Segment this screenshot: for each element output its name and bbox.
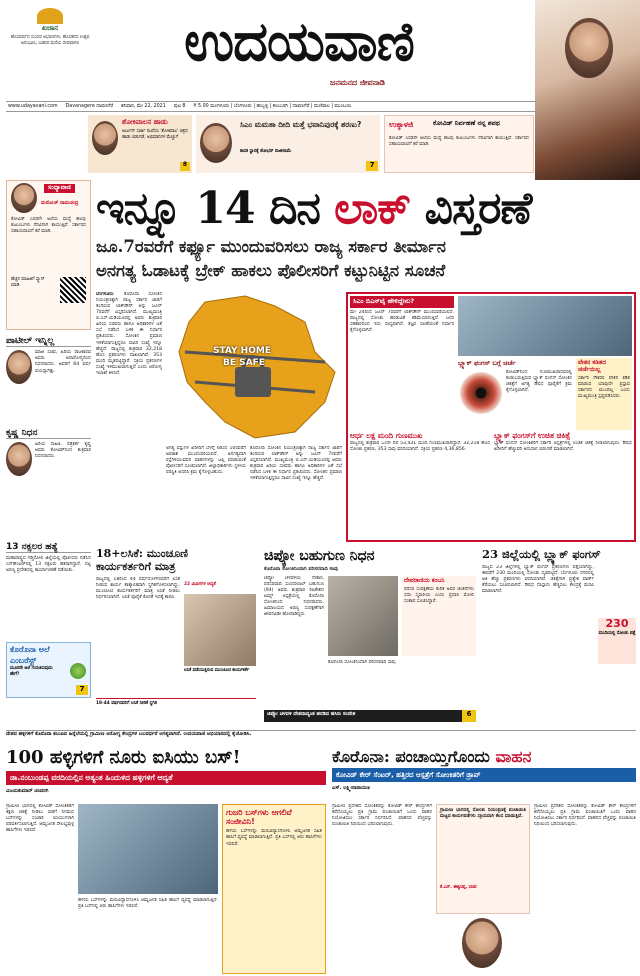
columnist-photo <box>11 183 37 213</box>
chipko-title: ಚಿಪ್ಕೋ ಬಹುಗುಣ ನಿಧನ <box>264 548 375 564</box>
tribute-title: ದೇವರಾಣಿಯ ಕಂಬನಿ <box>404 577 445 584</box>
districts-title: 23 ಜಿಲ್ಲೆಯಲ್ಲಿ ಬ್ಲ್ಯಾಕ್ ಫಂಗಸ್ <box>482 547 601 561</box>
panchayat-story[interactable] <box>332 748 636 976</box>
stat-number: 230 <box>605 617 629 630</box>
obit-photo <box>6 350 32 384</box>
qr-caption: ಹೆಚ್ಚಿನ ಮಾಹಿತಿಗೆ ಸ್ಕ್ಯಾನ್ ಮಾಡಿ <box>11 277 45 288</box>
districts-body: ರಾಜ್ಯದ 23 ಜಿಲ್ಲೆಗಳಲ್ಲಿ ಬ್ಲ್ಯಾಕ್ ಫಂಗಸ್ ಪ್ರಕರಣಗಳು ಪತ್ತೆಯಾಗಿದ್ದು, ಈವರೆಗೆ 230 ಮಂದಿಯಲ್ಲಿ ಸೋಂಕು ದೃಢಪಟ್ಟಿದೆ. ಬೆಂಗಳೂರು ನಗರದಲ್ಲಿ ಅತಿ ಹೆಚ್ಚು ಪ್ರಕರಣಗಳು ವರದಿಯಾಗಿವೆ. ಚಿಕಿತ್ಸೆಗಾಗಿ ಪ್ರತ್ಯೇಕ ವಾರ್ಡ್ ತೆರೆಯಲು ಸೂಚಿಸಲಾಗಿದೆ. ಔಷಧ ದಾಸ್ತಾನು ಹೆಚ್ಚಿಸಲು ಕೇಂದ್ರಕ್ಕೆ ಮನವಿ ಮಾಡಲಾಗಿದೆ. <box>482 565 594 595</box>
headline-part-a: ಇನ್ನೂ 14 ದಿನ <box>96 183 320 234</box>
teaser-body: ಅರ್ಜುನ್ ಸರ್ಜಾ ನಟನೆಯ 'ಶೋಕಿವಾಲ' ಚಿತ್ರದ ಹಾಡು ಬಿಡುಗಡೆ, ಅಭಿಮಾನಿಗಳ ಮೆಚ್ಚುಗೆ <box>122 129 188 140</box>
celebrity-face <box>565 18 613 78</box>
lead-byline: ಬೆಂಗಳೂರು <box>96 292 114 297</box>
tribute-body: ಪರಿಸರ ಸಂರಕ್ಷಣೆಯ ಕುರಿತ ಅವರ ಚಿಂತನೆಗಳು ಸದಾ ಸ್ಮರಣೀಯ ಎಂದು ಪ್ರಧಾನಿ ಮೋದಿ ಸಂತಾಪ ಸೂಚಿಸಿದ್ದಾರೆ. <box>404 586 474 605</box>
recovered-story <box>350 432 490 496</box>
vaccine-title-a: 18+ಲಸಿಕೆ: ಮುಂಚೂಣಿ <box>96 547 188 560</box>
story-body: ಮಹಾರಾಷ್ಟ್ರದ ಗಡ್ಚಿರೋಲಿ ಜಿಲ್ಲೆಯಲ್ಲಿ ಪೊಲೀಸರು ನಡೆಸಿದ ಎನ್‌ಕೌಂಟರ್‌ನಲ್ಲಿ 13 ನಕ್ಸಲರು ಹತರಾಗಿದ್ದಾರೆ. ದಟ್ಟ ಅರಣ್ಯ ಪ್ರದೇಶದಲ್ಲಿ ಕಾರ್ಯಾಚರಣೆ ನಡೆಯಿತು. <box>6 556 91 574</box>
headline-part-b: ಲಾಕ್ <box>334 183 411 234</box>
page-ref[interactable]: 7 <box>76 685 88 695</box>
fungus-box-body: ಕೋವಿಡ್‌ನಿಂದ ಗುಣಮುಖರಾದವರಲ್ಲಿ ಕಂಡುಬರುತ್ತಿರುವ ಬ್ಲ್ಯಾಕ್ ಫಂಗಸ್ ಸೋಂಕಿನ ಚಿಕಿತ್ಸೆಗೆ ಅಗತ್ಯ ಔಷಧ ಪೂರೈಕೆಗೆ ಕ್ರಮ ಕೈಗೊಳ್ಳಲಾಗಿದೆ. <box>506 370 572 394</box>
patil-obit[interactable] <box>6 336 91 426</box>
campaign-notice: ದೇಶದ ಹಳ್ಳಿಗಳಿಗೆ ಕೊರೊನಾ ತಲುಪಿದ ಹಿನ್ನೆಲೆಯಲ್ಲಿ ಗ್ರಾಮೀಣ ಆರೋಗ್ಯ ಕೇಂದ್ರಗಳ ಬಲವರ್ಧನೆ ಅಗತ್ಯವಾಗಿದೆ. ಉದಯವಾಣಿ ಅಭಿಯಾನದಲ್ಲಿ ಕೈಜೋಡಿಸಿ. <box>6 730 636 744</box>
cm-meeting-box <box>346 292 636 542</box>
teaser-photo <box>92 121 118 155</box>
quote-by: ಕೆ.ಎಸ್. ಈಶ್ವರಪ್ಪ, ಸಚಿವ <box>440 885 477 890</box>
obit-body: ಹಿರಿಯ ಸಾಹಿತಿ, ಪತ್ರಕರ್ತ ಕೃಷ್ಣ ಅವರು ಕೋವಿಡ್‌ನಿಂದ ಶುಕ್ರವಾರ ನಿಧನರಾದರು. <box>35 442 91 460</box>
bus-title: 100 ಹಳ್ಳಿಗಳಿಗೆ ನೂರು ಐಸಿಯು ಬಸ್! <box>6 747 241 768</box>
lead-body-3: ಕೊರೊನಾ ಸೋಂಕಿನ ನಿಯಂತ್ರಣಕ್ಕಾಗಿ ರಾಜ್ಯ ಸರ್ಕಾರ ಜಾರಿಗೆ ತಂದಿರುವ ಲಾಕ್‌ಡೌನ್ ಅನ್ನು ಜೂನ್ 7ರವರೆಗೆ ವಿಸ್ತರಿಸಲಾಗಿದೆ. ಮುಖ್ಯಮಂತ್ರಿ ಬಿ.ಎಸ್.ಯಡಿಯೂರಪ್ಪ ಅವರು ಶುಕ್ರವಾರ ಹಿರಿಯ ಸಚಿವರು ಹಾಗೂ ಅಧಿಕಾರಿಗಳ ಜತೆ ಸಭೆ ನಡೆಸಿದ ಬಳಿಕ ಈ ನಿರ್ಧಾರ ಪ್ರಕಟಿಸಿದರು. ಸೋಂಕಿನ ಪ್ರಮಾಣ ಇಳಿಕೆಯಾಗುತ್ತಿದ್ದರೂ ಸಾವಿನ ಸಂಖ್ಯೆ ಇನ್ನೂ ಹೆಚ್ಚಿದೆ. <box>250 446 342 482</box>
teaser-title: ಸಿಎಂ ಮಮತಾ ದೀದಿ ಮತ್ತೆ ಭವಾನಿಪುರಕ್ಕೆ ಶರಣು? <box>240 120 362 129</box>
virus-icon <box>70 663 86 679</box>
lead-deck-2: ಅನಗತ್ಯ ಓಡಾಟಕ್ಕೆ ಬ್ರೇಕ್ ಹಾಕಲು ಪೊಲೀಸರಿಗೆ ಕಟ್ಟುನಿಟ್ಟಿನ ಸೂಚನೆ <box>96 261 446 280</box>
chipko-body-2: ಕೊರೊನಾ ಸೋಂಕಿನಿಂದಾಗಿ ಪರಿಸರವಾದಿ ಸಾವು <box>328 660 396 665</box>
panchayat-body: ಗ್ರಾಮೀಣ ಪ್ರದೇಶದ ಸೋಂಕಿತರನ್ನು ಕೋವಿಡ್ ಕೇರ್ ಕೇಂದ್ರಗಳಿಗೆ ಕರೆದೊಯ್ಯಲು ಪ್ರತಿ ಗ್ರಾಮ ಪಂಚಾಯಿತಿಗೆ ಒಂದು ವಾಹನ ನಿಯೋಜಿಸಲು ಸರ್ಕಾರ ನಿರ್ಧರಿಸಿದೆ. ವಾಹನದ ವೆಚ್ಚವನ್ನು ಪಂಚಾಯಿತಿ ನಿಧಿಯಿಂದ ಭರಿಸಲಾಗುವುದು. <box>332 804 432 828</box>
dateline-bar <box>6 101 536 112</box>
chipko-deck: ಕೊರೊನಾ ಸೋಂಕಿನಿಂದಾಗಿ ಪರಿಸರವಾದಿ ಸಾವು <box>264 566 339 573</box>
teaser-shokiwala[interactable] <box>88 115 192 173</box>
page-ref[interactable]: 6 <box>462 710 476 722</box>
krishna-obit[interactable] <box>6 428 91 538</box>
bahuguna-photo <box>328 576 398 656</box>
teaser-photo <box>200 123 232 163</box>
fungus-box-title: ಬ್ಲ್ಯಾಕ್ ಫಂಗಸ್ ಬಗ್ಗೆ ಚರ್ಚೆ <box>458 359 516 367</box>
corona-promo[interactable] <box>6 642 91 698</box>
naxal-story[interactable] <box>6 542 91 638</box>
qr-code-icon[interactable] <box>60 277 86 303</box>
lamp-logo-icon <box>37 8 63 24</box>
note-body: ಸರ್ಕಾರಿ ನೌಕರರ ವೇತನ ಕಡಿತ ಮಾಡುವ ಯಾವುದೇ ಪ್ರಸ್ತಾವ ಸರ್ಕಾರದ ಮುಂದಿಲ್ಲ ಎಂದು ಮುಖ್ಯಮಂತ್ರಿ ಸ್ಪಷ್ಟಪಡಿಸಿದರು. <box>578 375 630 399</box>
bus-byline: ವಿಜಯಕುಮಾರ್ ಚಂದರಗಿ <box>6 788 49 795</box>
vaccine-caption: ಲಸಿಕೆ ಪಡೆಯುತ್ತಿರುವ ಮುಂಚೂಣಿ ಕಾರ್ಯಕರ್ತೆ <box>184 668 250 673</box>
page-ref[interactable]: 7 <box>366 161 378 171</box>
columnist-name: ಮನೋಜ್ ರಾಮಚಂದ್ರ <box>41 199 79 206</box>
panchayat-deck: ಕೋವಿಡ್ ಕೇರ್ ಸೆಂಟರ್, ಹತ್ತಿರದ ಆಸ್ಪತ್ರೆಗೆ ಸೋಂಕಿತರಿಗೆ ಡ್ರಾಪ್ <box>332 768 636 782</box>
quote-text: ಗ್ರಾಮೀಣ ಭಾಗದಲ್ಲಿ ಸೋಂಕು ನಿಯಂತ್ರಣಕ್ಕೆ ಪಂಚಾಯಿತಿ ಮಟ್ಟದ ಕಾರ್ಯಪಡೆಗಳು ಸಕ್ರಿಯವಾಗಿ ಕೆಲಸ ಮಾಡುತ್ತಿವೆ. <box>440 808 526 820</box>
lead-headline[interactable] <box>96 182 536 236</box>
lead-text-3: ರಾಜ್ಯದಲ್ಲಿ ಶುಕ್ರವಾರ 32,218 ಹೊಸ ಪ್ರಕರಣಗಳು ದಾಖಲಾಗಿವೆ. 353 ಮಂದಿ ಮೃತಪಟ್ಟಿದ್ದಾರೆ. ಸಕ್ರಿಯ ಪ್ರಕರಣಗಳ ಸಂಖ್ಯೆ ಇಳಿಮುಖವಾಗುತ್ತಿದೆ ಎಂದು ಆರೋಗ್ಯ ಇಲಾಖೆ ತಿಳಿಸಿದೆ. <box>96 346 162 376</box>
masthead-tagline: ಜನಮನದ ಜೀವನಾಡಿ <box>330 78 385 87</box>
recovered-body: ರಾಜ್ಯದಲ್ಲಿ ಶುಕ್ರವಾರ ಒಂದೇ ದಿನ 53,431 ಮಂದಿ ಗುಣಮುಖರಾಗಿದ್ದಾರೆ. 32,218 ಹೊಸ ಸೋಂಕು ಪ್ರಕರಣ, 353 ಸಾವು ವರದಿಯಾಗಿದೆ. ಸಕ್ರಿಯ ಪ್ರಕರಣ 4,36,856. <box>350 440 490 452</box>
minister-quote <box>436 804 530 914</box>
teaser-ukkalaji[interactable] <box>384 115 534 173</box>
obit-title: ಪಾಟೀಲ್ ಇನ್ನಿಲ್ಲ <box>6 336 91 347</box>
obit-photo <box>6 442 32 476</box>
minister-photo <box>462 918 502 968</box>
teaser-body: ಕೋವಿಡ್ ಎರಡನೇ ಅಲೆಯ ಮಧ್ಯೆ ಹಲವು ಕುಟುಂಬಗಳು ನೆರವಿಗಾಗಿ ಕಾಯುತ್ತಿವೆ. ಸರ್ಕಾರದ ಸಹಾಯವಾಣಿಗೆ ಕರೆ ಮಾಡಿ. <box>389 136 529 148</box>
bus-sidebar-title: ಗುಜರಿ ಬಸ್‌ಗಳು ಆಗಲಿವೆ ಸಂಜೀವಿನಿ! <box>226 808 292 827</box>
page-ref[interactable]: 8 <box>180 162 190 171</box>
vaccine-story[interactable] <box>96 548 258 726</box>
issue-date: ಶನಿವಾರ, ಮೇ 22, 2021 <box>121 103 166 109</box>
vaccine-title-b: ಕಾರ್ಯಕರ್ತರಿಗೆ ಮಾತ್ರ <box>96 559 176 573</box>
chipko-body: ಚಿಪ್ಕೋ ಚಳವಳಿಯ ನೇತಾರ, ಪರಿಸರವಾದಿ ಸುಂದರಲಾಲ್ ಬಹುಗುಣ (94) ಅವರು ಶುಕ್ರವಾರ ರಿಷಿಕೇಶದ ಏಮ್ಸ್ ಆಸ್ಪತ್ರೆಯಲ್ಲಿ ಕೊರೊನಾ ಸೋಂಕಿನಿಂದ ನಿಧನರಾದರು. ಹಿಮಾಲಯದ ಅರಣ್ಯ ಸಂರಕ್ಷಣೆಗಾಗಿ ಜೀವನವಿಡೀ ಹೋರಾಡಿದ್ದರು. <box>264 576 324 618</box>
salary-note <box>576 358 632 430</box>
bus-sidebar-body: ಹಳೆಯ ಬಸ್‌ಗಳನ್ನು ಮರುವಿನ್ಯಾಸಗೊಳಿಸಿ ಆಮ್ಲಜನಕ ಸಹಿತ ಹಾಸಿಗೆ ವ್ಯವಸ್ಥೆ ಮಾಡಲಾಗುತ್ತಿದೆ. ಪ್ರತಿ ಬಸ್‌ನಲ್ಲಿ ಆರು ಹಾಸಿಗೆಗಳು ಇರಲಿವೆ. <box>226 829 322 847</box>
teaser-deck: ಕೋವಿಡ್ ನಿರ್ವಹಣೆ ನನ್ನ ಶಪಥ <box>433 119 500 127</box>
fungus-free-body: ಬ್ಲ್ಯಾಕ್ ಫಂಗಸ್ ಸೋಂಕಿತರಿಗೆ ಸರ್ಕಾರಿ ಆಸ್ಪತ್ರೆಗಳಲ್ಲಿ ಉಚಿತ ಚಿಕಿತ್ಸೆ ನೀಡಲಾಗುವುದು. ಔಷಧ ಖರೀದಿಗೆ ಹೆಚ್ಚುವರಿ ಅನುದಾನ ಬಿಡುಗಡೆ ಮಾಡಲಾಗಿದೆ. <box>494 440 632 452</box>
bus-body: ಗ್ರಾಮೀಣ ಭಾಗದಲ್ಲಿ ಕೋವಿಡ್ ಸೋಂಕಿತರಿಗೆ ತಕ್ಷಣ ಚಿಕಿತ್ಸೆ ನೀಡಲು ಸಾರಿಗೆ ನಿಗಮದ ಬಸ್‌ಗಳನ್ನು ಸಂಚಾರಿ ಐಸಿಯುಗಳಾಗಿ ಪರಿವರ್ತಿಸಲಾಗುತ್ತಿದೆ. ಆಮ್ಲಜನಕ ಸೌಲಭ್ಯವುಳ್ಳ ಹಾಸಿಗೆಗಳು ಇರಲಿವೆ. <box>6 804 74 834</box>
teaser-body: ಶಾಸಕ ಸ್ಥಾನಕ್ಕೆ ಶೋಭನ್ ರಾಜೀನಾಮೆ <box>240 149 292 154</box>
bus-story[interactable] <box>6 748 326 976</box>
lead-deck-1: ಜೂ.7ರವರೆಗೆ ಕರ್ಫ್ಯೂ ಮುಂದುವರಿಸಲು ರಾಜ್ಯ ಸರ್ಕಾರ ತೀರ್ಮಾನ <box>96 237 446 256</box>
vaccine-photo <box>184 594 256 666</box>
teaser-title: ಶೋಕಿವಾಲನ ಹಾಡು <box>122 118 168 126</box>
vaccine-footer: 18-44 ವರ್ಷದವರಿಗೆ ಲಸಿಕೆ ನೀಡಿಕೆ ಸ್ಥಗಿತ <box>96 698 256 707</box>
headline-part-c: ವಿಸ್ತರಣೆ <box>424 183 532 234</box>
masthead-logo[interactable]: ಉದಯವಾಣಿ <box>184 9 414 73</box>
promo-line1: ಕೊರೊನಾ ಅಲೆ <box>10 645 50 654</box>
obit-body: ಮಾಜಿ ಸಚಿವ, ಹಿರಿಯ ರಾಜಕಾರಣಿ ಅವರು ಅನಾರೋಗ್ಯದಿಂದ ನಿಧನರಾದರು. ಅವರಿಗೆ 84 ವರ್ಷ ವಯಸ್ಸಾಗಿತ್ತು. <box>35 350 91 374</box>
ad-brand: ಖಜಾನ <box>41 24 59 32</box>
bus-sidebar <box>222 804 326 974</box>
bus-photo <box>78 804 218 894</box>
story-title: 13 ನಕ್ಸಲರ ಹತ್ಯೆ <box>6 542 91 553</box>
price-editions: ₹ 5.00 ಮಂಗಳೂರು | ಬೆಂಗಳೂರು | ಹುಬ್ಬಳ್ಳಿ | ಕಲಬುರಗಿ | ದಾವಣಗೆರೆ | ಮಣಿಪಾಲ | ಮುಂಬಯಿ <box>193 103 352 109</box>
promo-line2: ಎಂಬರೆಸ್ಟ್ <box>10 656 37 666</box>
fungus-free-title: ಬ್ಲ್ಯಾಕ್ ಫಂಗಸ್‌ಗೆ ಉಚಿತ ಚಿಕಿತ್ಸೆ <box>494 431 571 440</box>
vaccine-tag: 22 ವಿಭಾಗಗಳ ಆದ್ಯತೆ <box>184 582 216 587</box>
meeting-photo <box>458 296 632 356</box>
section-label: ಸಂಧ್ಯಾವಾಣಿ <box>44 184 75 193</box>
stat-label: ಮಂದಿಯಲ್ಲಿ ಸೋಂಕು ಪತ್ತೆ <box>598 630 636 636</box>
column-body: ಕೋವಿಡ್ ಎರಡನೇ ಅಲೆಯ ಮಧ್ಯೆ ಹಲವು ಕುಟುಂಬಗಳು ನೆರವಿಗಾಗಿ ಕಾಯುತ್ತಿವೆ. ಸರ್ಕಾರದ ಸಹಾಯವಾಣಿಗೆ ಕರೆ ಮಾಡಿ. <box>11 217 86 235</box>
obit-title: ಕೃಷ್ಣ ನಿಧನ <box>6 428 91 439</box>
bus-deck: ಡಾ.ನಂಬುಂಡಪ್ಪ ವರದಿಯಲ್ಲಿನ ಅತ್ಯಂತ ಹಿಂದುಳಿದ ಹಳ್ಳಿಗಳಿಗೆ ಆದ್ಯತೆ <box>6 771 326 786</box>
panchayat-title-a: ಕೊರೊನಾ: ಪಂಚಾಯ್ತಿಗೊಂದು <box>332 747 490 766</box>
cm-box-title: ಸಿಎಂ ಬಿಎಸ್‌ವೈ ಹೇಳಿದ್ದೇನು? <box>350 296 454 308</box>
teaser-mamata[interactable] <box>196 115 380 173</box>
site-url[interactable]: www.udayavani.com <box>8 103 58 109</box>
bus-body-2: ಹಳೆಯ ಬಸ್‌ಗಳನ್ನು ಮರುವಿನ್ಯಾಸಗೊಳಿಸಿ ಆಮ್ಲಜನಕ ಸಹಿತ ಹಾಸಿಗೆ ವ್ಯವಸ್ಥೆ ಮಾಡಲಾಗುತ್ತಿದೆ. ಪ್ರತಿ ಬಸ್‌ನಲ್ಲಿ ಆರು ಹಾಸಿಗೆಗಳು ಇರಲಿವೆ. <box>78 898 218 910</box>
map-text-2: BE SAFE <box>223 358 265 368</box>
lead-body-2: ಅಗತ್ಯ ವಸ್ತುಗಳ ಖರೀದಿಗೆ ಬೆಳಗ್ಗೆ 6ರಿಂದ 10ರವರೆಗೆ ಅವಕಾಶ ಮುಂದುವರಿಯಲಿದೆ. ಅನಗತ್ಯವಾಗಿ ರಸ್ತೆಗಿಳಿಯುವವರ ವಾಹನಗಳನ್ನು ಜಪ್ತಿ ಮಾಡುವಂತೆ ಪೊಲೀಸರಿಗೆ ಸೂಚಿಸಲಾಗಿದೆ. ಜಿಲ್ಲಾಧಿಕಾರಿಗಳು ಸ್ಥಳೀಯ ಪರಿಸ್ಥಿತಿ ಆಧರಿಸಿ ಕ್ರಮ ಕೈಗೊಳ್ಳಬಹುದು. <box>166 446 246 476</box>
panchayat-title-b: ವಾಹನ <box>495 747 532 766</box>
recovered-title: ಅರ್ಧ ಲಕ್ಷ ಮಂದಿ ಗುಣಮುಖ <box>350 431 423 440</box>
chipko-footer: ಚಿಪ್ಕೋ ಚಳವಳಿ ದೇಶದಾದ್ಯಂತ ಹರಡಿದ ಹಸಿರು ಸಂದೇಶ <box>264 710 464 722</box>
note-title: ವೇತನ ಕಡಿತದ ಚರ್ಚೆಯಿಲ್ಲ <box>578 359 606 373</box>
tribute-box <box>402 576 476 656</box>
chipko-story[interactable] <box>264 548 476 726</box>
fungus-free-story <box>494 432 632 496</box>
vaccine-body: ರಾಜ್ಯದಲ್ಲಿ 18ರಿಂದ 44 ವರ್ಷದೊಳಗಿನವರಿಗೆ ಲಸಿಕೆ ನೀಡುವ ಕಾರ್ಯ ತಾತ್ಕಾಲಿಕವಾಗಿ ಸ್ಥಗಿತಗೊಳಿಸಲಾಗಿದ್ದು, ಮುಂಚೂಣಿ ಕಾರ್ಯಕರ್ತರಿಗೆ ಮಾತ್ರ ಲಸಿಕೆ ನೀಡಲು ನಿರ್ಧರಿಸಲಾಗಿದೆ. ಲಸಿಕೆ ಪೂರೈಕೆ ಕೊರತೆ ಇದಕ್ಕೆ ಕಾರಣ. <box>96 577 180 601</box>
eye-graphic <box>460 372 502 414</box>
masthead-celebrity-photo <box>535 0 640 180</box>
stat-box <box>598 618 636 664</box>
districts-story[interactable] <box>482 548 636 726</box>
lead-body-1: ಬೆಂಗಳೂರು: ಕೊರೊನಾ ಸೋಂಕಿನ ನಿಯಂತ್ರಣಕ್ಕಾಗಿ ರಾಜ್ಯ ಸರ್ಕಾರ ಜಾರಿಗೆ ತಂದಿರುವ ಲಾಕ್‌ಡೌನ್ ಅನ್ನು ಜೂನ್ 7ರವರೆಗೆ ವಿಸ್ತರಿಸಲಾಗಿದೆ. ಮುಖ್ಯಮಂತ್ರಿ ಬಿ.ಎಸ್.ಯಡಿಯೂರಪ್ಪ ಅವರು ಶುಕ್ರವಾರ ಹಿರಿಯ ಸಚಿವರು ಹಾಗೂ ಅಧಿಕಾರಿಗಳ ಜತೆ ಸಭೆ ನಡೆಸಿದ ಬಳಿಕ ಈ ನಿರ್ಧಾರ ಪ್ರಕಟಿಸಿದರು. ಸೋಂಕಿನ ಪ್ರಮಾಣ ಇಳಿಕೆಯಾಗುತ್ತಿದ್ದರೂ ಸಾವಿನ ಸಂಖ್ಯೆ ಇನ್ನೂ ಹೆಚ್ಚಿದೆ. ರಾಜ್ಯದಲ್ಲಿ ಶುಕ್ರವಾರ 32,218 ಹೊಸ ಪ್ರಕರಣಗಳು ದಾಖಲಾಗಿವೆ. 353 ಮಂದಿ ಮೃತಪಟ್ಟಿದ್ದಾರೆ. ಸಕ್ರಿಯ ಪ್ರಕರಣಗಳ ಸಂಖ್ಯೆ ಇಳಿಮುಖವಾಗುತ್ತಿದೆ ಎಂದು ಆರೋಗ್ಯ ಇಲಾಖೆ ತಿಳಿಸಿದೆ. <box>96 292 162 376</box>
ad-copy: ಹೊಸವರ್ಷದ ಸುಂದರ ಆಭರಣಗಳು, ಹೊಸತನದ ಉತ್ಸವ ಅನುಭವಿಸಿ, ಬಡವರ ಮನೆಯ ದೀಪವಾಗಲಿ <box>10 35 90 46</box>
page-count: ಪುಟ 8 <box>173 103 186 109</box>
promo-line3: ಮೂರನೇ ಅಲೆ ಗುರುತಿಸುವುದು ಹೇಗೆ? <box>10 666 53 677</box>
masthead-left-ad[interactable] <box>6 8 94 98</box>
edition: Davanagere ದಾವಣಗೆರೆ <box>65 103 114 109</box>
cm-box-body: ಮೇ 24ರಿಂದ ಜೂನ್ 7ರವರೆಗೆ ಲಾಕ್‌ಡೌನ್ ಮುಂದುವರಿಯಲಿದೆ. ರಾಜ್ಯದಲ್ಲಿ ಸೋಂಕು ಹರಡುವಿಕೆ ಕಡಿಮೆಯಾಗುತ್ತಿದೆ. ಜನರ ಸಹಕಾರದಿಂದ ಇದು ಸಾಧ್ಯವಾಗಿದೆ. ತಜ್ಞರ ಸಲಹೆಯಂತೆ ನಿರ್ಧಾರ ಕೈಗೊಳ್ಳಲಾಗಿದೆ. <box>350 310 454 334</box>
panchayat-body-2: ಗ್ರಾಮೀಣ ಪ್ರದೇಶದ ಸೋಂಕಿತರನ್ನು ಕೋವಿಡ್ ಕೇರ್ ಕೇಂದ್ರಗಳಿಗೆ ಕರೆದೊಯ್ಯಲು ಪ್ರತಿ ಗ್ರಾಮ ಪಂಚಾಯಿತಿಗೆ ಒಂದು ವಾಹನ ನಿಯೋಜಿಸಲು ಸರ್ಕಾರ ನಿರ್ಧರಿಸಿದೆ. ವಾಹನದ ವೆಚ್ಚವನ್ನು ಪಂಚಾಯಿತಿ ನಿಧಿಯಿಂದ ಭರಿಸಲಾಗುವುದು. <box>534 804 636 828</box>
lead-text-1: ಕೊರೊನಾ ಸೋಂಕಿನ ನಿಯಂತ್ರಣಕ್ಕಾಗಿ ರಾಜ್ಯ ಸರ್ಕಾರ ಜಾರಿಗೆ ತಂದಿರುವ ಲಾಕ್‌ಡೌನ್ ಅನ್ನು ಜೂನ್ 7ರವರೆಗೆ ವಿಸ್ತರಿಸಲಾಗಿದೆ. ಮುಖ್ಯಮಂತ್ರಿ ಬಿ.ಎಸ್.ಯಡಿಯೂರಪ್ಪ ಅವರು ಶುಕ್ರವಾರ ಹಿರಿಯ ಸಚಿವರು ಹಾಗೂ ಅಧಿಕಾರಿಗಳ ಜತೆ ಸಭೆ ನಡೆಸಿದ ಬಳಿಕ ಈ ನಿರ್ಧಾರ ಪ್ರಕಟಿಸಿದರು. ಸೋಂಕಿನ ಪ್ರಮಾಣ ಇಳಿಕೆಯಾಗುತ್ತಿದ್ದರೂ ಸಾವಿನ ಸಂಖ್ಯೆ ಇನ್ನೂ ಹೆಚ್ಚಿದೆ. <box>96 292 162 352</box>
karnataka-lock-map <box>165 292 343 442</box>
map-text-1: STAY HOME <box>213 346 271 356</box>
teaser-title: ಉಕ್ಕಾಳಜಿ <box>389 120 414 129</box>
sandhyavani-box[interactable] <box>6 180 91 330</box>
panchayat-byline: ಎಸ್. ಲಕ್ಷ್ಮೀನಾರಾಯಣ <box>332 785 370 792</box>
